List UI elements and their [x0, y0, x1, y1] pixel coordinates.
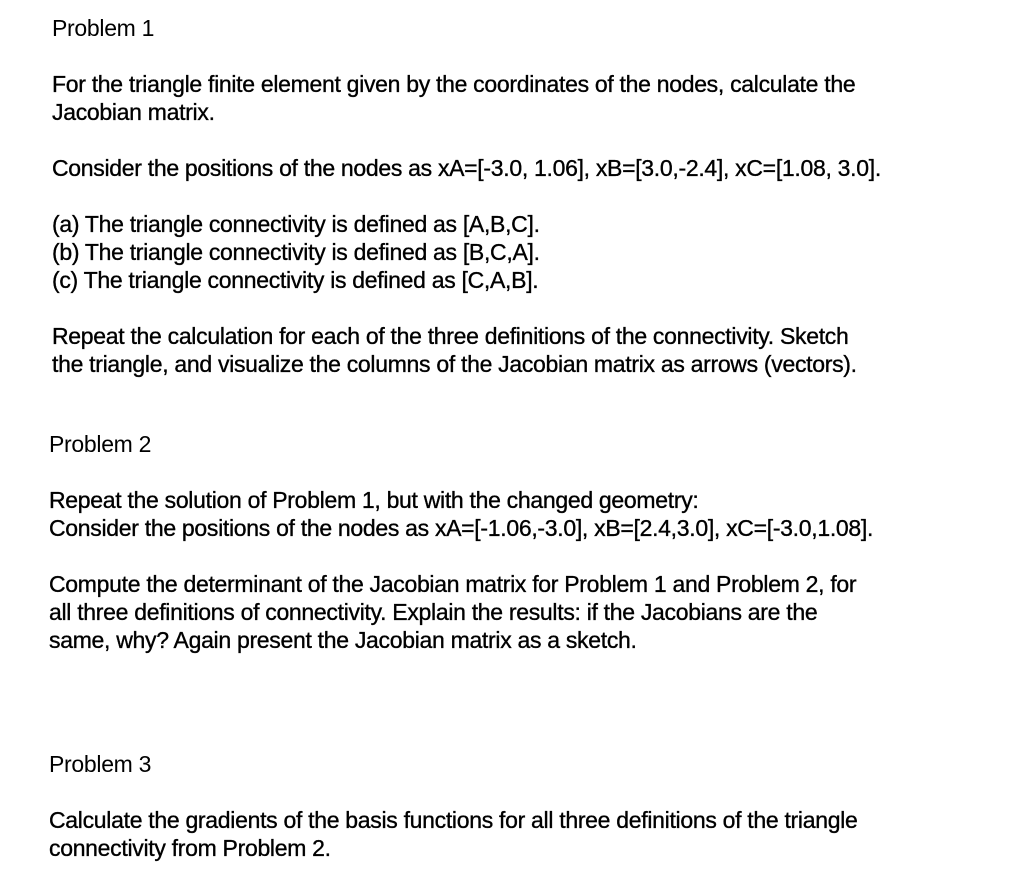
problem-1-repeat-line: Repeat the calculation for each of the three definitions of the connectivity. Sketch: [52, 323, 849, 349]
problem-1-intro-line: For the triangle finite element given by the coordinates of the nodes, calculate the: [52, 71, 856, 97]
problem-1-intro-line: Jacobian matrix.: [52, 99, 215, 125]
problem-3-gradients-line: connectivity from Problem 2.: [49, 835, 331, 861]
problem-3-gradients: [49, 806, 858, 862]
problem-2-determinant-line: same, why? Again present the Jacobian matrix as a sketch.: [49, 627, 637, 653]
problem-1-intro: [52, 70, 855, 126]
problem-1-positions: [52, 154, 881, 182]
problem-2-determinant-line: all three definitions of connectivity. Explain the results: if the Jacobians are the: [49, 599, 818, 625]
problem-1-heading-text: Problem 1: [52, 15, 155, 41]
connectivity-case-c: (c) The triangle connectivity is defined as [C,A,B].: [52, 267, 539, 293]
problem-1-heading: [52, 14, 154, 42]
problem-2-determinant-line: Compute the determinant of the Jacobian matrix for Problem 1 and Problem 2, for: [49, 571, 857, 597]
problem-2-heading-text: Problem 2: [49, 431, 152, 457]
problem-1-repeat: [52, 322, 857, 378]
problem-3-gradients-line: Calculate the gradients of the basis functions for all three definitions of the triangle: [49, 807, 858, 833]
problem-2-determinant: [49, 570, 856, 654]
problem-1-positions-text: Consider the positions of the nodes as xA=[-3.0, 1.06], xB=[3.0,-2.4], xC=[1.08, 3.0].: [52, 155, 881, 181]
problem-2-geometry: [49, 486, 873, 542]
connectivity-case-a: (a) The triangle connectivity is defined as [A,B,C].: [52, 211, 540, 237]
problem-2-heading: [49, 430, 151, 458]
connectivity-case-b: (b) The triangle connectivity is defined as [B,C,A].: [52, 239, 540, 265]
problem-1-connectivity-list: [52, 210, 540, 294]
problem-3-heading-text: Problem 3: [49, 751, 152, 777]
problem-2-geometry-line: Repeat the solution of Problem 1, but with the changed geometry:: [49, 487, 699, 513]
problem-2-geometry-line: Consider the positions of the nodes as xA=[-1.06,-3.0], xB=[2.4,3.0], xC=[-3.0,1.08].: [49, 515, 874, 541]
problem-1-repeat-line: the triangle, and visualize the columns of the Jacobian matrix as arrows (vectors).: [52, 351, 857, 377]
problem-3-heading: [49, 750, 151, 778]
